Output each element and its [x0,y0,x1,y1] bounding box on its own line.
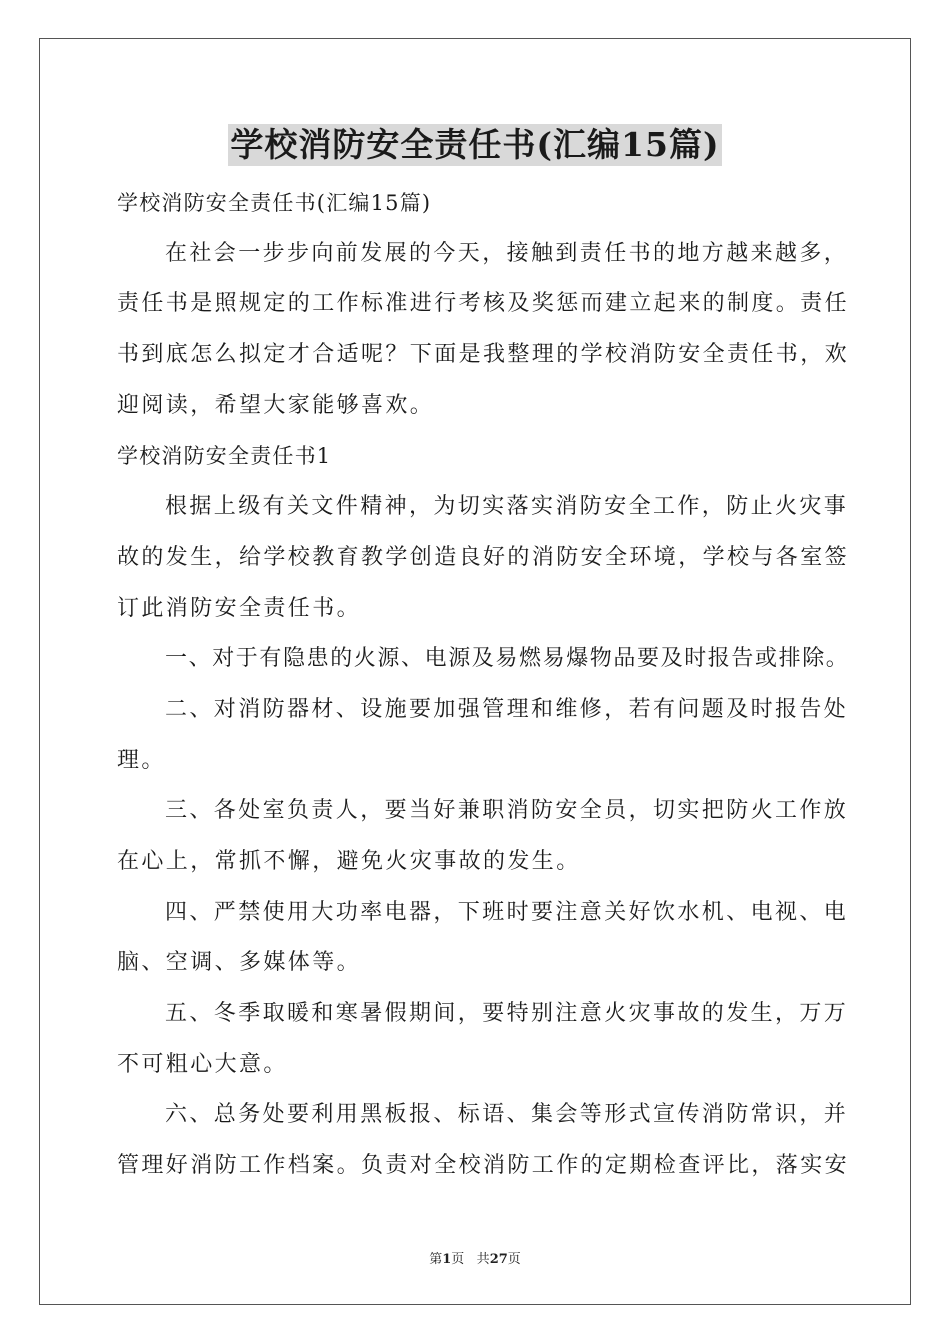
paragraph-line: 根据上级有关文件精神，为切实落实消防安全工作，防止火灾事 [165,494,849,520]
total-prefix: 共 [476,1252,490,1267]
list-item-line: 四、严禁使用大功率电器，下班时要注意关好饮水机、电视、电 [165,899,849,925]
document-body [117,178,850,1192]
paragraph-line: 迎阅读，希望大家能够喜欢。 [117,392,435,418]
paragraph-line: 订此消防安全责任书。 [117,595,362,621]
section-heading: 学校消防安全责任书1 [117,444,332,469]
list-item-line: 五、冬季取暖和寒暑假期间，要特别注意火灾事故的发生，万万 [165,1001,849,1026]
list-item-line: 脑、空调、多媒体等。 [117,950,362,976]
list-item-line: 三、各处室负责人，要当好兼职消防安全员，切实把防火工作放 [165,798,849,824]
list-item-line: 六、总务处要利用黑板报、标语、集会等形式宣传消防常识，并 [165,1102,849,1128]
list-item-line: 一、对于有隐患的火源、电源及易燃易爆物品要及时报告或排除。 [165,646,850,672]
list-item-line: 管理好消防工作档案。负责对全校消防工作的定期检查评比，落实安 [117,1153,850,1179]
title-container [0,124,950,166]
page-footer [0,1248,950,1267]
subtitle-line: 学校消防安全责任书(汇编15篇) [117,191,432,215]
list-item-line: 二、对消防器材、设施要加强管理和维修，若有问题及时报告处 [165,696,849,722]
document-title: 学校消防安全责任书(汇编15篇) [230,125,720,164]
list-item-line: 不可粗心大意。 [117,1051,288,1077]
paragraph-line: 故的发生，给学校教育教学创造良好的消防安全环境，学校与各室签 [117,544,850,570]
list-item-line: 理。 [117,747,166,773]
paragraph-line: 在社会一步步向前发展的今天，接触到责任书的地方越来越多， [165,240,849,266]
page-prefix: 第 [429,1252,443,1267]
paragraph-line: 书到底怎么拟定才合适呢？下面是我整理的学校消防安全责任书，欢 [117,342,850,368]
list-item-line: 在心上，常抓不懈，避免火灾事故的发生。 [117,848,581,874]
page-number: 1 [442,1252,452,1267]
total-suffix: 页 [507,1252,521,1267]
page-suffix: 页 [451,1252,465,1267]
paragraph-line: 责任书是照规定的工作标准进行考核及奖惩而建立起来的制度。责任 [117,291,850,317]
total-pages: 27 [489,1252,508,1267]
